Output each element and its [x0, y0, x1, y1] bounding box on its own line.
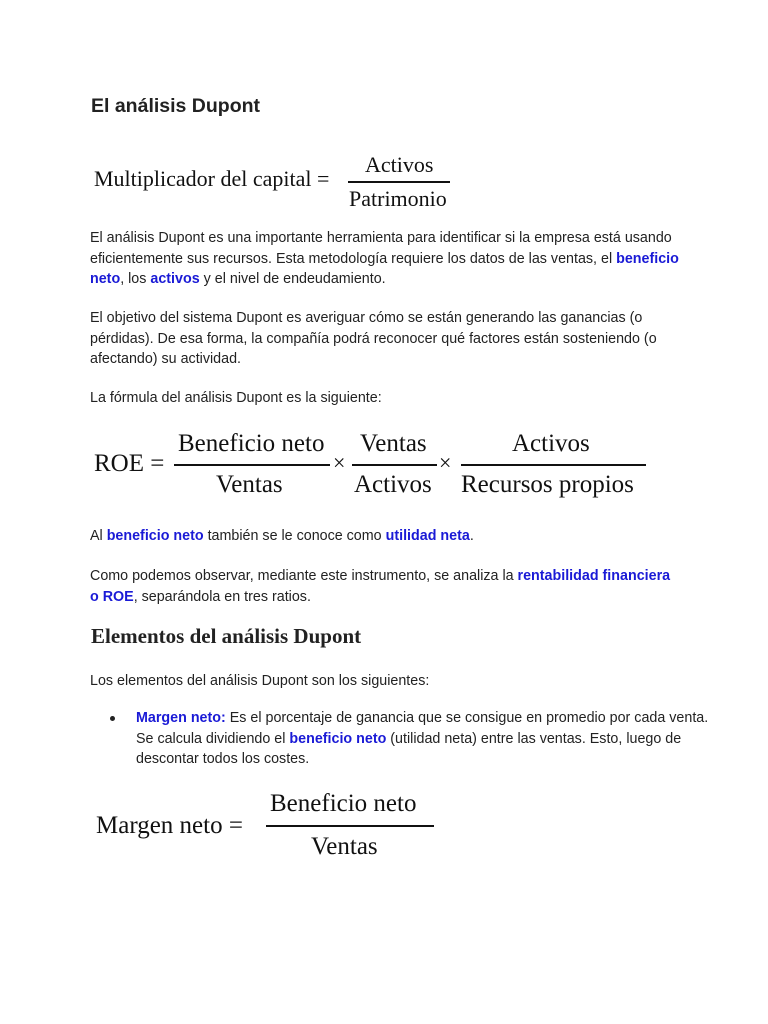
formula-denominator: Patrimonio	[349, 186, 447, 211]
formula-den1: Ventas	[216, 471, 283, 498]
text: Como podemos observar, mediante este instrumento, se analiza la	[90, 568, 518, 584]
link-activos[interactable]: activos	[150, 271, 200, 287]
formula-lhs: ROE =	[94, 450, 165, 477]
text: , los	[120, 271, 151, 287]
text: Es el porcentaje de ganancia que se consigue en promedio por cada venta. Se calcula dividiendo el	[136, 710, 709, 747]
fraction-bar	[266, 825, 434, 827]
link-beneficio-neto[interactable]: beneficio neto	[90, 250, 679, 287]
text: (utilidad neta) entre las ventas. Esto, luego de descontar todos los costes.	[136, 730, 682, 767]
link-rentabilidad-financiera[interactable]: rentabilidad financiera o ROE	[90, 568, 671, 605]
fraction-bar-2	[352, 464, 437, 466]
roe-formula	[94, 426, 654, 506]
bullet-icon	[110, 716, 115, 721]
formula-numerator: Activos	[365, 152, 434, 177]
link-utilidad-neta[interactable]: utilidad neta	[385, 528, 470, 544]
times-sign-1: ×	[333, 450, 346, 475]
elements-list	[90, 708, 716, 770]
fraction-bar	[348, 181, 450, 183]
roe-paragraph	[90, 566, 680, 607]
section-heading: Elementos del análisis Dupont	[91, 624, 362, 648]
link-margen-neto[interactable]: Margen neto:	[136, 710, 226, 726]
net-profit-paragraph	[90, 526, 680, 547]
fraction-bar-3	[461, 464, 646, 466]
link-beneficio-neto[interactable]: beneficio neto	[289, 730, 387, 747]
text: El análisis Dupont es una importante herramienta para identificar si la empresa está usando eficientemente sus recursos. Esta metodología requiere los datos de las ventas, el	[90, 230, 672, 267]
formula-numerator: Beneficio neto	[270, 790, 417, 817]
formula-lhs: Margen neto =	[96, 812, 243, 839]
formula-num2: Ventas	[360, 430, 427, 457]
formula-intro-paragraph: La fórmula del análisis Dupont es la siguiente:	[90, 390, 382, 406]
fraction-bar-1	[174, 464, 330, 466]
formula-den3: Recursos propios	[461, 471, 634, 498]
page-title: El análisis Dupont	[91, 95, 261, 117]
formula-num1: Beneficio neto	[178, 430, 325, 457]
capital-multiplier-formula	[94, 148, 454, 212]
text: y el nivel de endeudamiento.	[199, 271, 386, 287]
formula-num3: Activos	[512, 430, 590, 457]
text: también se le conoce como	[203, 528, 386, 544]
net-margin-formula	[96, 790, 446, 870]
elements-intro-paragraph: Los elementos del análisis Dupont son los siguientes:	[90, 673, 430, 689]
text: , separándola en tres ratios.	[133, 588, 311, 605]
times-sign-2: ×	[439, 450, 452, 475]
text: .	[469, 528, 474, 544]
text: Al	[90, 528, 107, 544]
list-item	[136, 708, 716, 770]
objective-paragraph: El objetivo del sistema Dupont es averiguar cómo se están generando las ganancias (o pérdidas). De esa forma, la compañía podrá reconocer qué factores están sosteniendo (o afectando) su actividad.	[90, 310, 657, 367]
link-beneficio-neto[interactable]: beneficio neto	[106, 528, 204, 544]
formula-den2: Activos	[354, 471, 432, 498]
intro-paragraph	[90, 228, 680, 290]
formula-denominator: Ventas	[311, 833, 378, 860]
formula-lhs: Multiplicador del capital =	[94, 166, 330, 191]
